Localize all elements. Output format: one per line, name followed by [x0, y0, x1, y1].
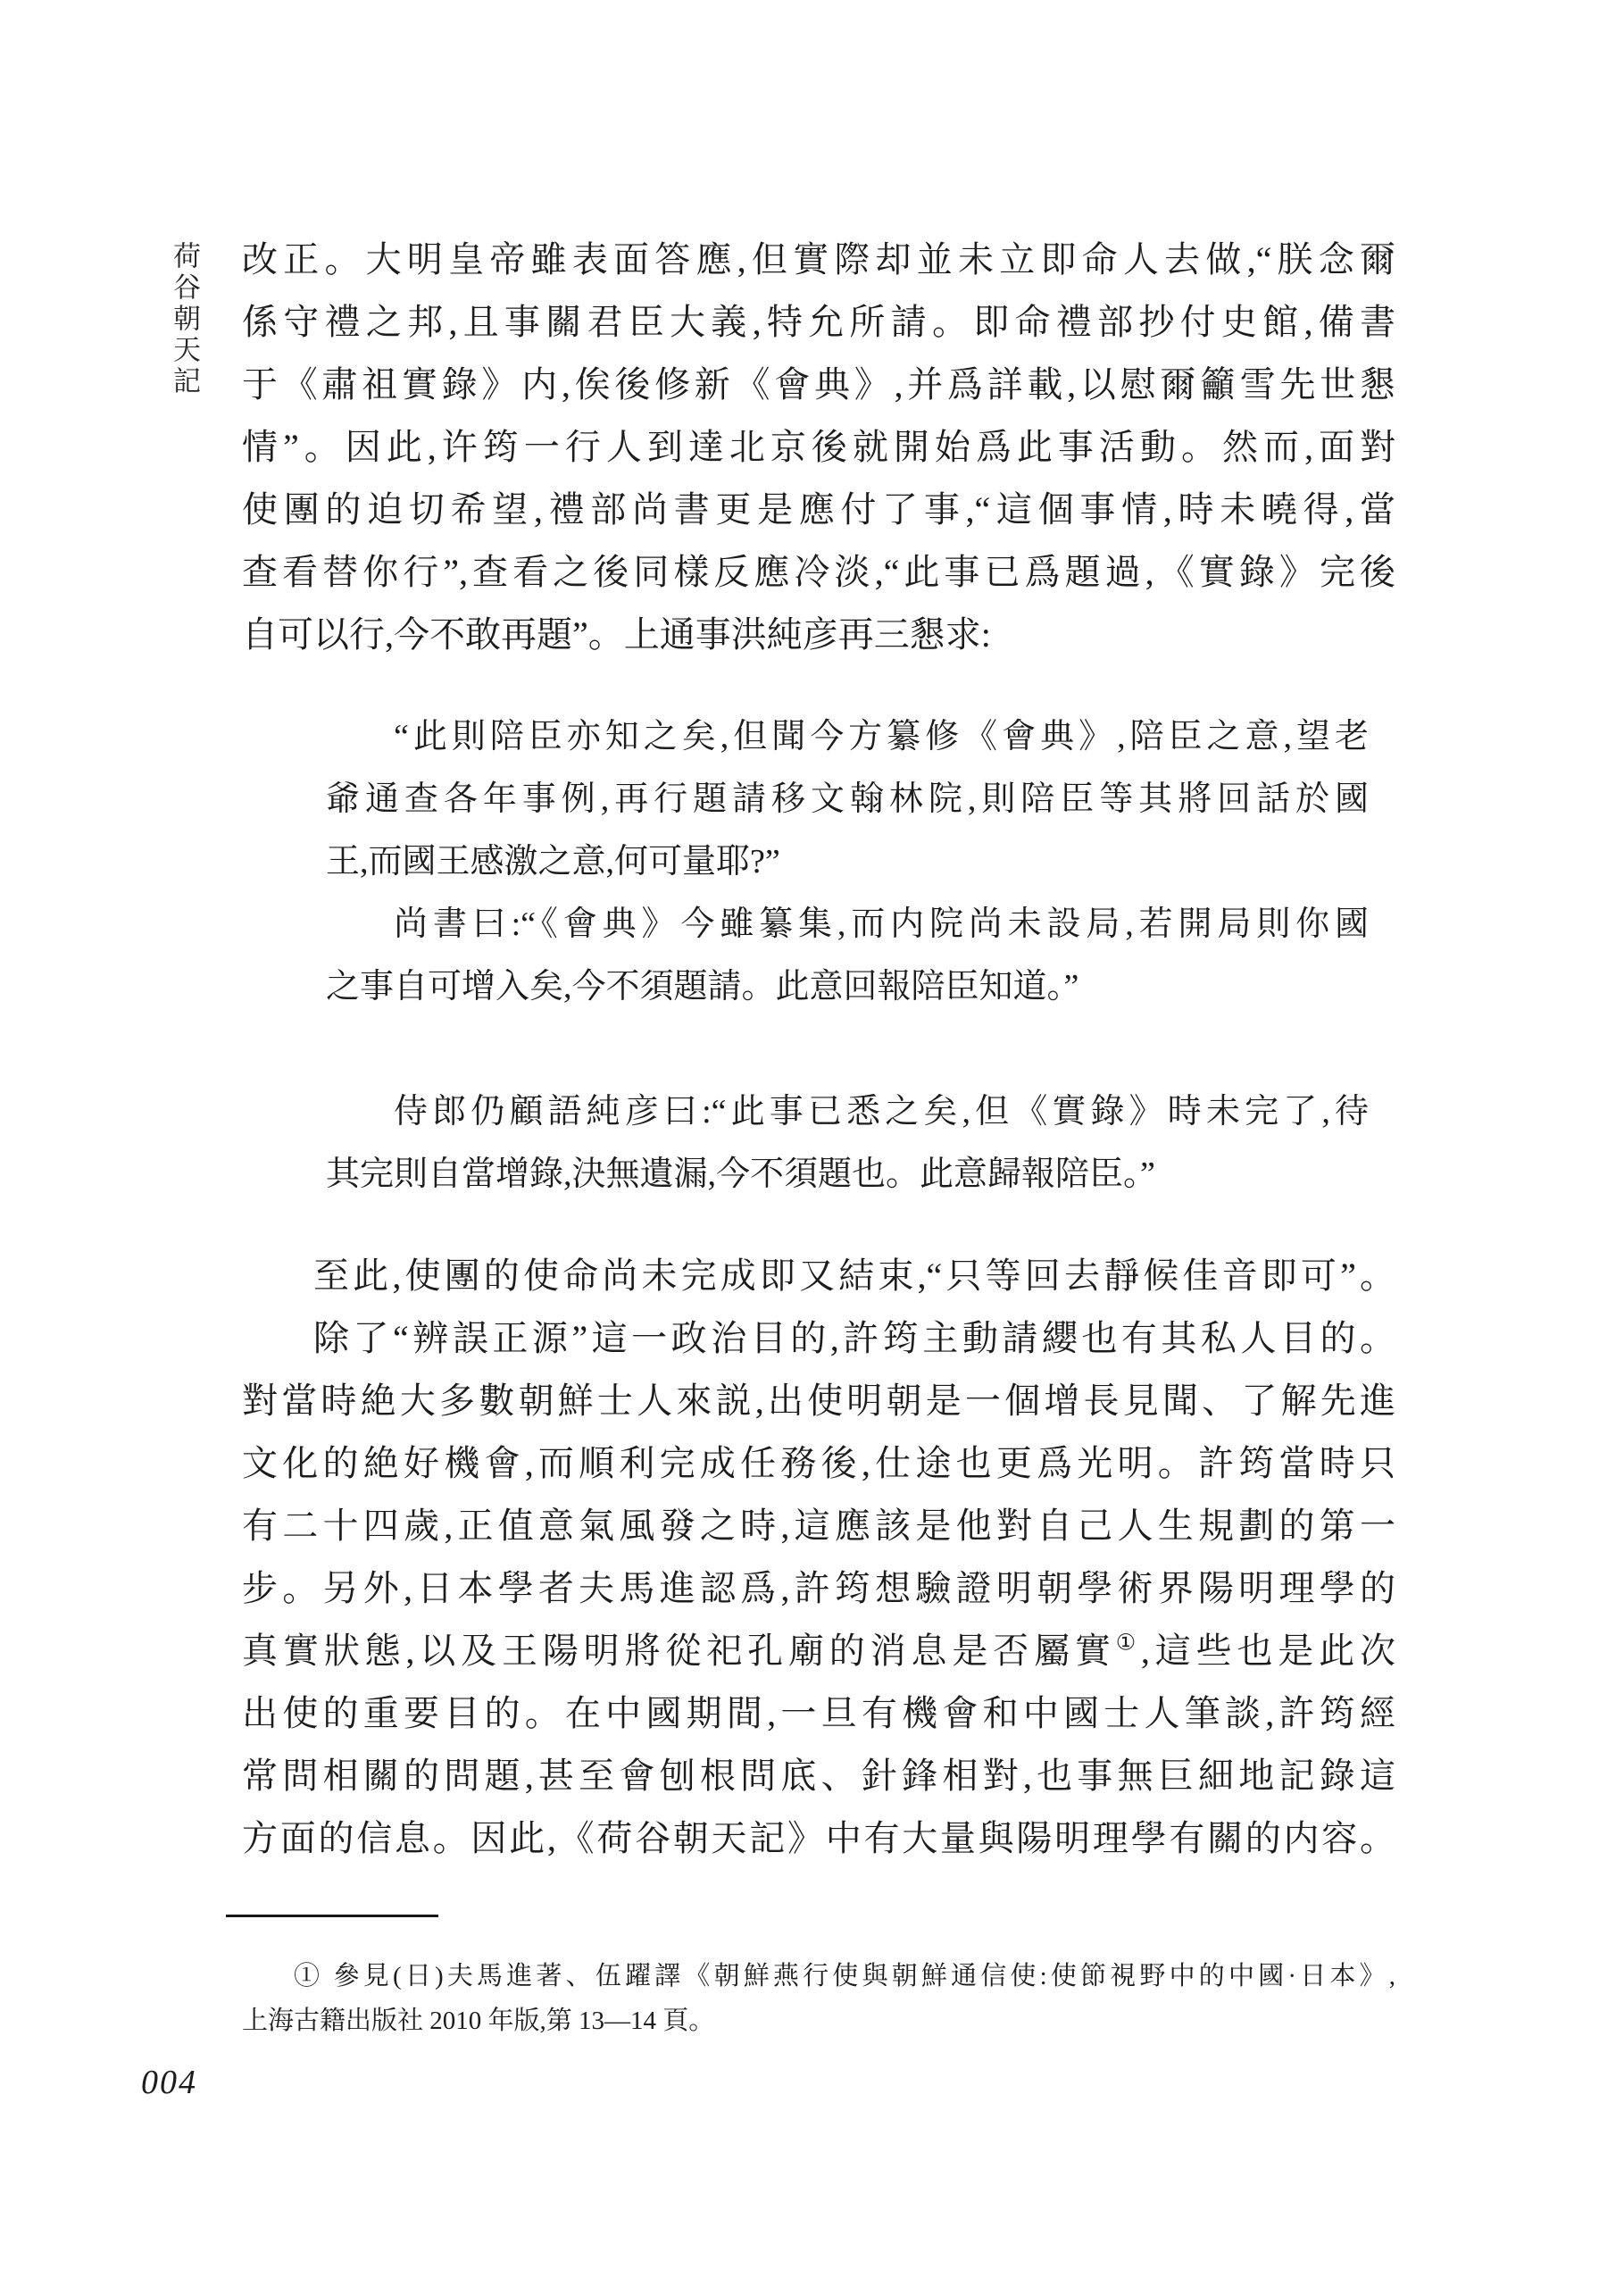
text-line: 有二十四歲,正值意氣風發之時,這應該是他對自己人生規劃的第一	[242, 1506, 1395, 1546]
text-line: 除了“辨誤正源”這一政治目的,許筠主動請纓也有其私人目的。	[313, 1318, 1395, 1358]
text-line	[242, 1620, 1395, 1682]
text-line: ① 參見(日)夫馬進著、伍躍譯《朝鮮燕行使與朝鮮通信使:使節視野中的中國·日本》,	[294, 1962, 1395, 1990]
text-line: 查看替你行”,查看之後同樣反應冷淡,“此事已爲題過,《實錄》完後	[242, 552, 1395, 592]
text-line: 出使的重要目的。在中國期間,一旦有機會和中國士人筆談,許筠經	[242, 1693, 1395, 1733]
text-segment: ,這些也是此次	[1140, 1631, 1396, 1671]
text-segment: 真實狀態,以及王陽明將從祀孔廟的消息是否屬實	[242, 1631, 1116, 1671]
footnote-block	[242, 1954, 1395, 2043]
footnote-reference-mark: ①	[1115, 1631, 1141, 1656]
text-line: 方面的信息。因此,《荷谷朝天記》中有大量與陽明理學有關的内容。	[242, 1818, 1395, 1858]
block-quote-paragraph	[326, 893, 1369, 1018]
text-line: “此則陪臣亦知之矣,但聞今方纂修《會典》,陪臣之意,望老	[394, 718, 1369, 755]
text-line: 至此,使團的使命尚未完成即又結束,“只等回去靜候佳音即可”。	[313, 1256, 1395, 1296]
text-line: 對當時絶大多數朝鮮士人來説,出使明朝是一個增長見聞、了解先進	[242, 1381, 1395, 1421]
main-text-block	[242, 229, 1395, 1870]
block-quote-paragraph	[326, 1081, 1369, 1206]
vertical-book-title: 荷谷朝天記	[169, 241, 200, 397]
text-line: 文化的絶好機會,而順利完成任務後,仕途也更爲光明。許筠當時只	[242, 1443, 1395, 1483]
body-paragraph	[242, 1307, 1395, 1870]
text-line: 爺通查各年事例,再行題請移文翰林院,則陪臣等其將回話於國	[326, 780, 1369, 818]
text-line: 上海古籍出版社 2010 年版,第 13—14 頁。	[242, 2007, 715, 2035]
text-line: 常問相關的問題,甚至會刨根問底、針鋒相對,也事無巨細地記錄這	[242, 1756, 1395, 1796]
text-line: 使團的迫切希望,禮部尚書更是應付了事,“這個事情,時未曉得,當	[242, 489, 1395, 530]
text-line: 情”。因此,许筠一行人到達北京後就開始爲此事活動。然而,面對	[242, 427, 1395, 467]
text-line: 于《肅祖實錄》内,俟後修新《會典》,并爲詳載,以慰爾籲雪先世懇	[242, 364, 1395, 405]
page-number: 004	[141, 2064, 197, 2101]
text-line: 係守禮之邦,且事關君臣大義,特允所請。即命禮部抄付史館,備書	[242, 302, 1395, 342]
text-line: 王,而國王感激之意,何可量耶?”	[326, 843, 780, 880]
block-quote-paragraph	[326, 705, 1369, 893]
text-line: 之事自可增入矣,今不須題請。此意回報陪臣知道。”	[326, 968, 1079, 1005]
text-line: 其完則自當增錄,決無遺漏,今不須題也。此意歸報陪臣。”	[326, 1156, 1155, 1193]
text-line: 步。另外,日本學者夫馬進認爲,許筠想驗證明朝學術界陽明理學的	[242, 1568, 1395, 1608]
body-paragraph	[242, 1245, 1395, 1307]
text-line: 改正。大明皇帝雖表面答應,但實際却並未立即命人去做,“朕念爾	[242, 239, 1395, 280]
footnote-divider-rule	[226, 1915, 438, 1917]
text-line: 侍郎仍顧語純彦曰:“此事已悉之矣,但《實錄》時未完了,待	[394, 1093, 1369, 1131]
text-line: 自可以行,今不敢再題”。上通事洪純彦再三懇求:	[242, 614, 991, 655]
text-line: 尚書曰:“《會典》今雖纂集,而内院尚未設局,若開局則你國	[394, 905, 1369, 943]
body-paragraph	[242, 229, 1395, 666]
